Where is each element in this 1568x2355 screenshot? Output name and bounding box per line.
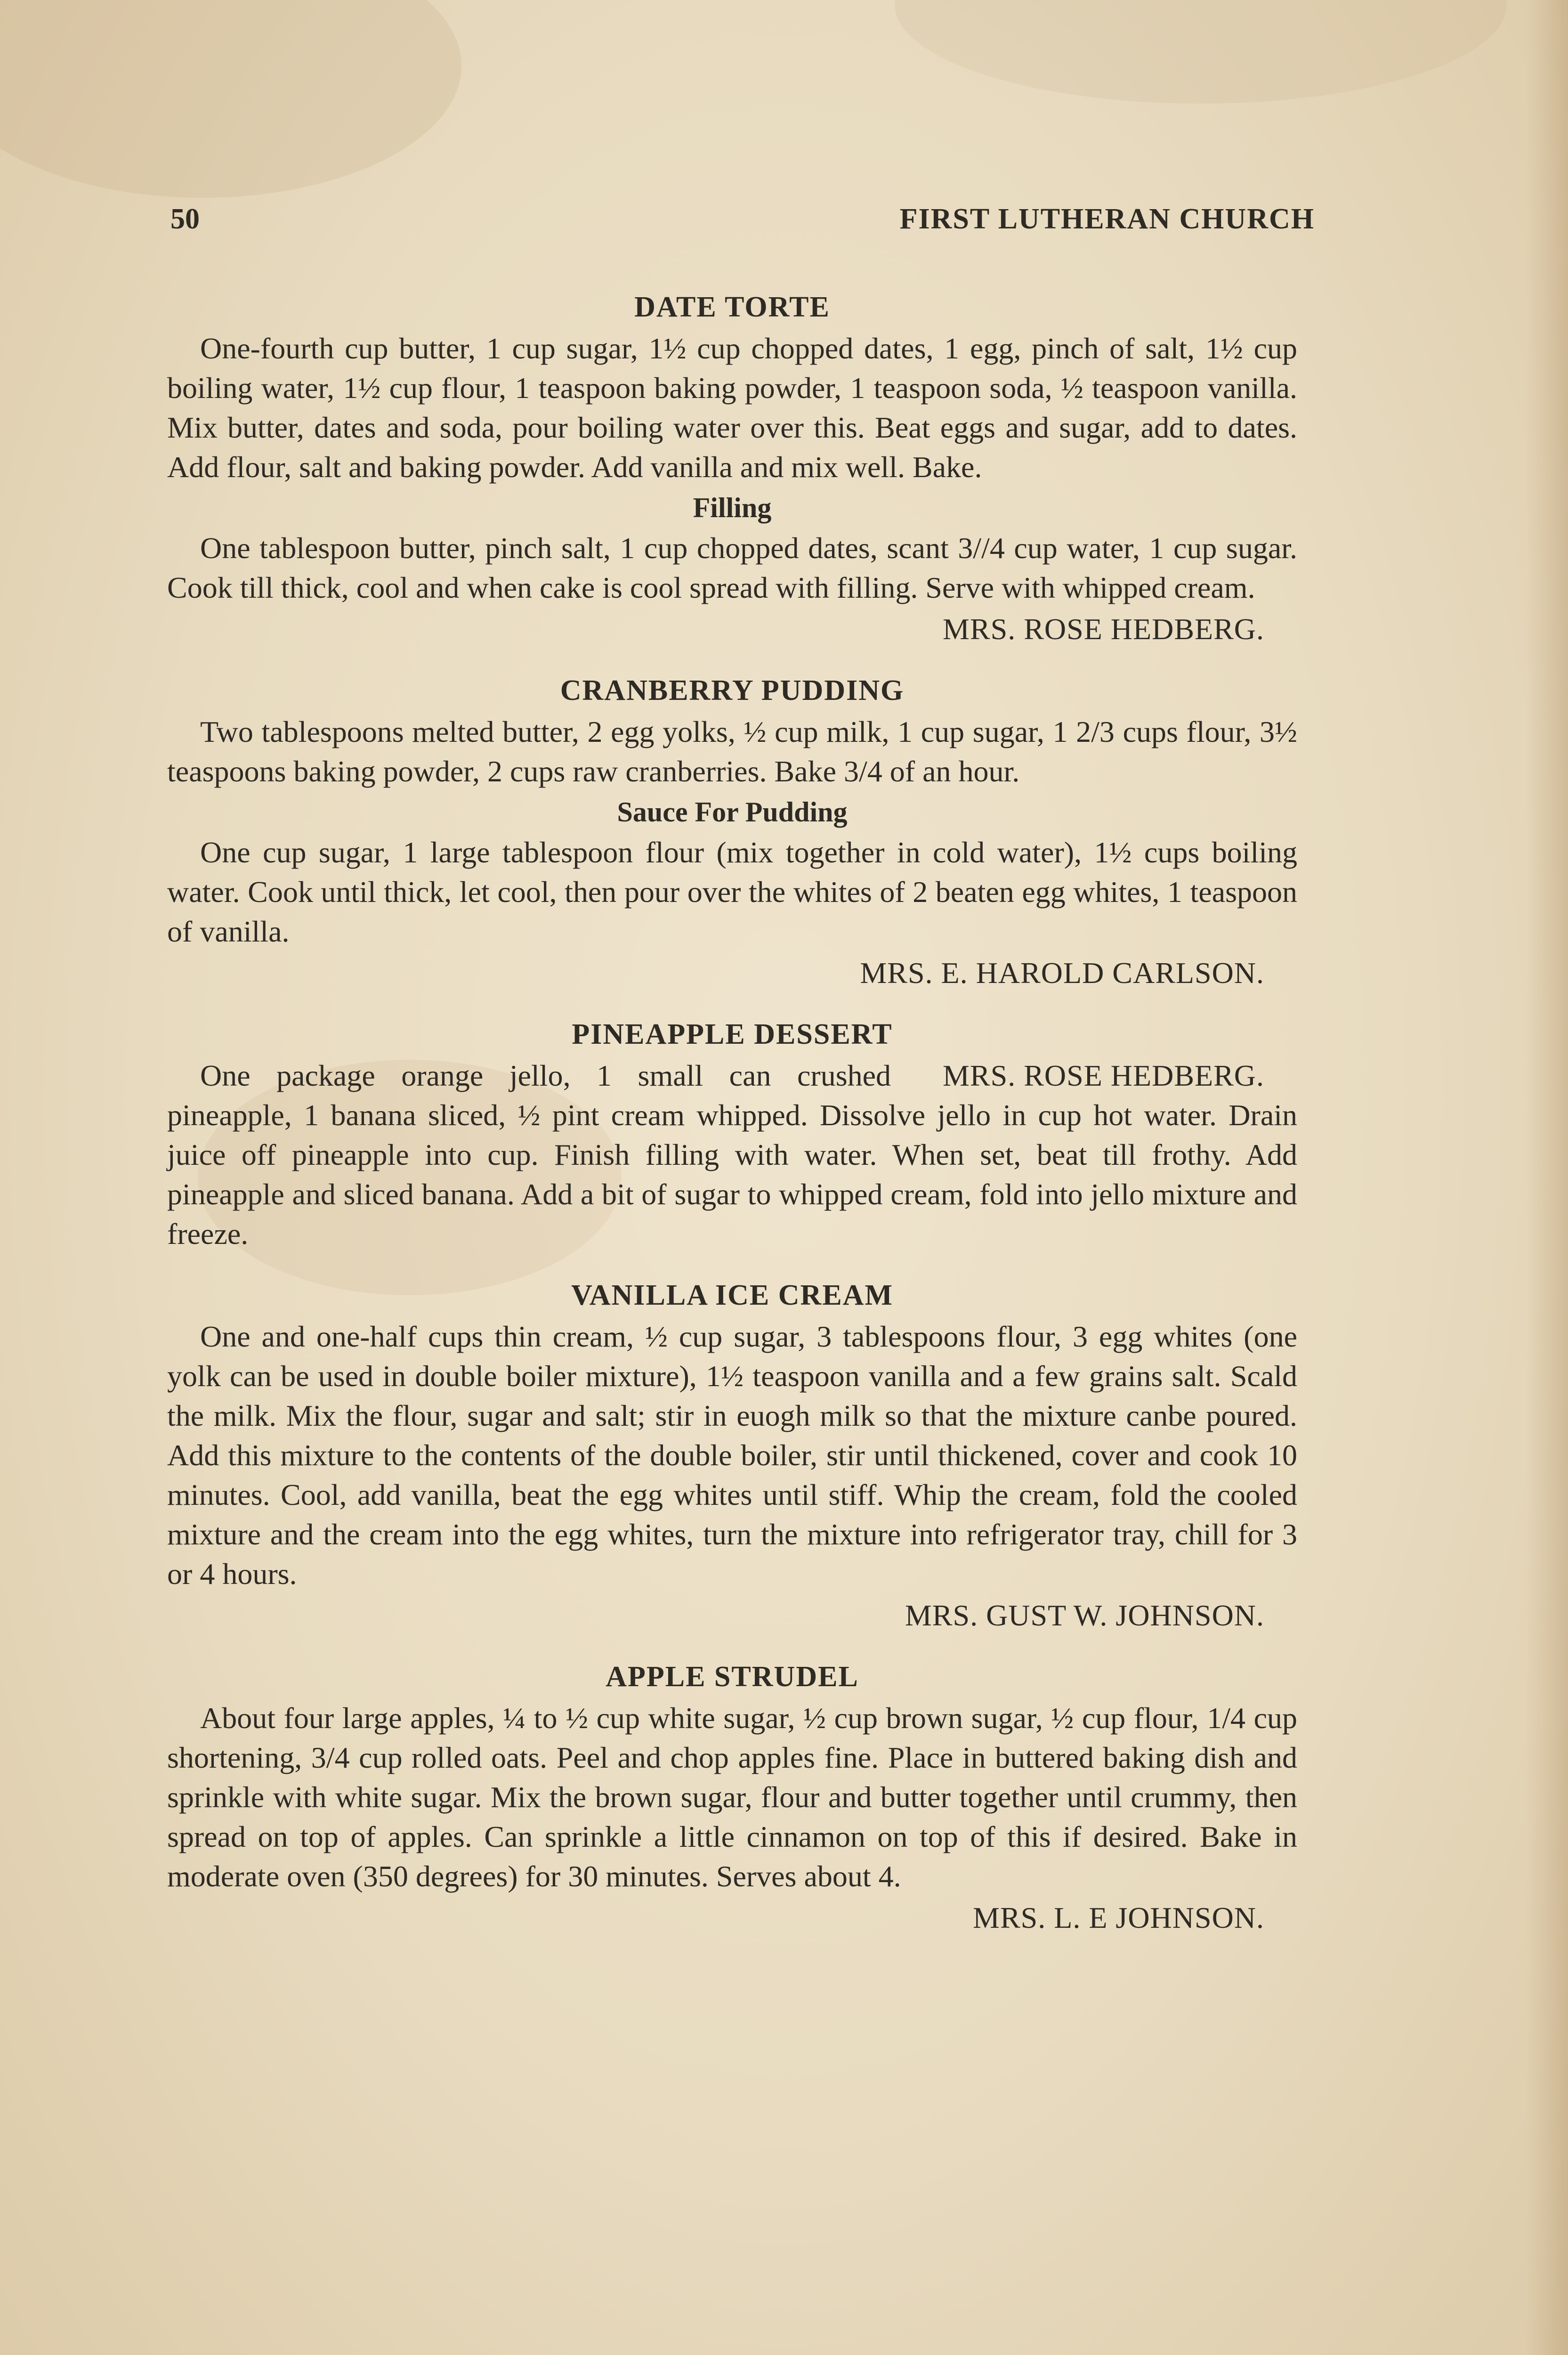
running-head: FIRST LUTHERAN CHURCH [899, 203, 1315, 235]
page-number: 50 [170, 203, 200, 235]
recipe-cranberry-pudding [167, 671, 1297, 993]
recipe-body: About four large apples, ¼ to ½ cup white sugar, ½ cup brown sugar, ½ cup flour, 1/4 cup shortening, 3/4 cup rolled oats. Peel and chop apples fine. Place in buttered baking dish and sprinkle with white sugar. Mix the brown sugar, flour and butter together until crummy, then spread on top of apples. Can sprinkle a little cinnamon on top of this if desired. Bake in moderate oven (350 degrees) for 30 minutes. Serves about 4. [167, 1701, 1297, 1893]
page-header [170, 203, 1315, 240]
recipe-title: CRANBERRY PUDDING [560, 674, 905, 706]
recipe-author: MRS. E. HAROLD CARLSON. [860, 956, 1264, 990]
paper-stain [895, 0, 1507, 104]
recipe-body: Two tablespoons melted butter, 2 egg yolks, ½ cup milk, 1 cup sugar, 1 2/3 cups flour, 3½ teaspoons baking powder, 2 cups raw cranberries. Bake 3/4 of an hour. [167, 715, 1297, 788]
page-edge-shadow [1526, 0, 1568, 2355]
recipe-title: APPLE STRUDEL [606, 1661, 859, 1693]
recipe-title: VANILLA ICE CREAM [571, 1279, 893, 1311]
recipe-author: MRS. L. E JOHNSON. [973, 1901, 1264, 1934]
recipe-subtitle: Filling [693, 492, 772, 523]
recipe-sub-body: One tablespoon butter, pinch salt, 1 cup chopped dates, scant 3//4 cup water, 1 cup sugar. Cook till thick, cool and when cake is cool spread with filling. Serve with whipped cream. [167, 531, 1297, 604]
recipe-vanilla-ice-cream [167, 1275, 1297, 1635]
recipe-apple-strudel [167, 1657, 1297, 1938]
recipe-body [167, 1056, 1297, 1254]
recipe-body: One-fourth cup butter, 1 cup sugar, 1½ cup chopped dates, 1 egg, pinch of salt, 1½ cup boiling water, 1½ cup flour, 1 teaspoon baking powder, 1 teaspoon soda, ½ teaspoon vanilla. Mix butter, dates and soda, pour boiling water over this. Beat eggs and sugar, add to dates. Add flour, salt and baking powder. Add vanilla and mix well. Bake. [167, 332, 1297, 484]
recipe-author: MRS. GUST W. JOHNSON. [905, 1599, 1264, 1632]
recipe-column [167, 287, 1297, 1959]
recipe-pineapple-dessert [167, 1015, 1297, 1254]
recipe-author: MRS. ROSE HEDBERG. [943, 1059, 1264, 1092]
recipe-title: PINEAPPLE DESSERT [572, 1018, 893, 1050]
paper-stain [0, 0, 461, 198]
recipe-author: MRS. ROSE HEDBERG. [943, 612, 1264, 646]
recipe-date-torte [167, 287, 1297, 649]
recipe-body: One and one-half cups thin cream, ½ cup sugar, 3 tablespoons flour, 3 egg whites (one yolk can be used in double boiler mixture), 1½ teaspoon vanilla and a few grains salt. Scald the milk. Mix the flour, sugar and salt; stir in euogh milk so that the mixture canbe poured. Add this mixture to the contents of the double boiler, stir until thickened, cover and cook 10 minutes. Cool, add vanilla, beat the egg whites until stiff. Whip the cream, fold the cooled mixture and the cream into the egg whites, turn the mixture into refrigerator tray, chill for 3 or 4 hours. [167, 1320, 1297, 1591]
recipe-subtitle: Sauce For Pudding [617, 796, 848, 828]
recipe-body-text: One package orange jello, 1 small can crushed pineapple, 1 banana sliced, ½ pint cream whipped. Dissolve jello in cup hot water. Drain juice off pineapple into cup. Finish filling with water. When set, beat till frothy. Add pineapple and sliced banana. Add a bit of sugar to whipped cream, fold into jello mixture and freeze. [167, 1059, 1297, 1251]
recipe-title: DATE TORTE [634, 291, 830, 323]
recipe-sub-body: One cup sugar, 1 large tablespoon flour (mix together in cold water), 1½ cups boiling water. Cook until thick, let cool, then pour over the whites of 2 beaten egg whites, 1 teaspoon of vanilla. [167, 836, 1297, 948]
